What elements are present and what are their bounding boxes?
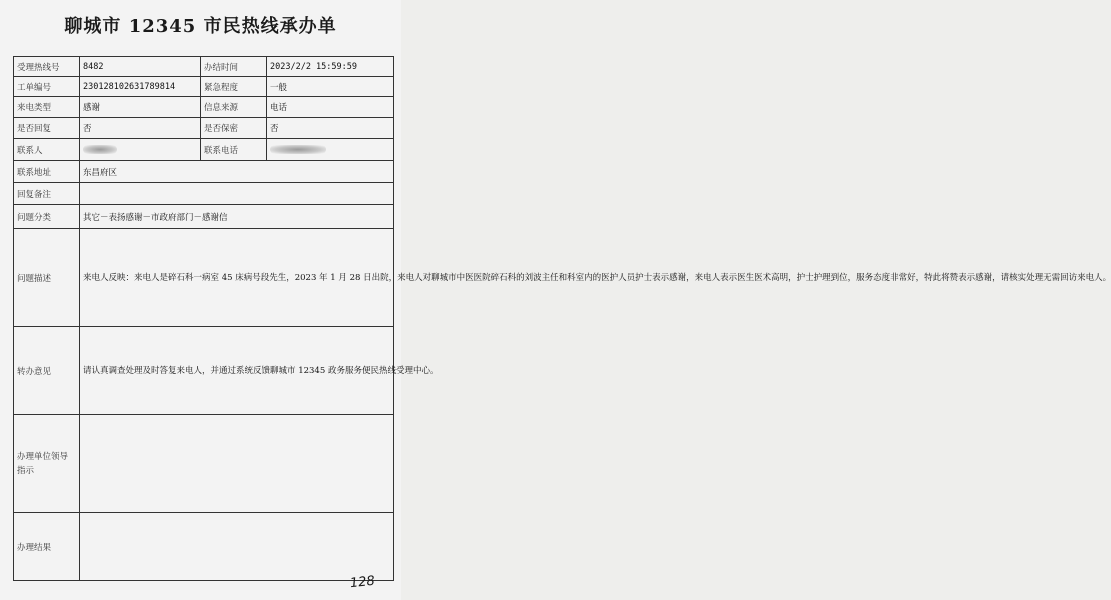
redaction-blur — [83, 145, 117, 154]
form-table — [13, 56, 1111, 581]
call-type: 感谢 — [80, 97, 201, 118]
urgency-level: 一般 — [267, 77, 394, 97]
contact-phone-redacted — [267, 139, 394, 161]
table-row — [14, 161, 394, 183]
info-source: 电话 — [267, 97, 394, 118]
field-label: 联系电话 — [201, 139, 267, 161]
field-label: 办理结果 — [14, 513, 80, 581]
table-row — [14, 97, 394, 118]
reply-flag: 否 — [80, 118, 201, 139]
field-label: 办理单位领导指示 — [14, 415, 80, 513]
table-row — [14, 118, 394, 139]
field-label: 是否回复 — [14, 118, 80, 139]
field-label: 信息来源 — [201, 97, 267, 118]
field-label: 办结时间 — [201, 57, 267, 77]
table-row — [14, 513, 394, 581]
ticket-number: 230128102631789814 — [80, 77, 201, 97]
leader-instruction — [80, 415, 394, 513]
table-row — [14, 139, 394, 161]
field-label: 联系地址 — [14, 161, 80, 183]
field-label: 来电类型 — [14, 97, 80, 118]
completion-time: 2023/2/2 15:59:59 — [267, 57, 394, 77]
contact-address: 东昌府区 — [80, 161, 394, 183]
contact-name-redacted — [80, 139, 201, 161]
reply-notes — [80, 183, 394, 205]
field-label: 紧急程度 — [201, 77, 267, 97]
field-label: 是否保密 — [201, 118, 267, 139]
hotline-number: 8482 — [80, 57, 201, 77]
table-row — [14, 77, 394, 97]
table-row — [14, 57, 394, 77]
page-title: 聊城市 12345 市民热线承办单 — [64, 16, 337, 37]
field-label: 受理热线号 — [14, 57, 80, 77]
table-row — [14, 205, 394, 229]
field-label: 问题描述 — [14, 229, 80, 327]
field-label: 转办意见 — [14, 327, 80, 415]
handwritten-signature: 128 — [349, 573, 376, 592]
confidential-flag: 否 — [267, 118, 394, 139]
issue-description: 来电人反映：来电人是碎石科一病室 45 床病号段先生，2023 年 1 月 28 日出院，来电人对聊城市中医医院碎石科的刘波主任和科室内的医护人员护士表示感谢，来电人表示医生医术高明，护士护理到位，服务态度非常好，特此将赞表示感谢，请核实处理无需回访来电人。 — [80, 229, 394, 327]
table-row — [14, 415, 394, 513]
issue-category: 其它－表扬感谢－市政府部门－感谢信 — [80, 205, 394, 229]
transfer-opinion: 请认真调查处理及时答复来电人，并通过系统反馈聊城市 12345 政务服务便民热线受理中心。 — [80, 327, 394, 415]
field-label: 回复备注 — [14, 183, 80, 205]
field-label: 联系人 — [14, 139, 80, 161]
field-label: 问题分类 — [14, 205, 80, 229]
handling-result — [80, 513, 394, 581]
table-row — [14, 183, 394, 205]
table-row — [14, 229, 394, 327]
table-row — [14, 327, 394, 415]
redaction-blur — [270, 145, 326, 154]
field-label: 工单编号 — [14, 77, 80, 97]
